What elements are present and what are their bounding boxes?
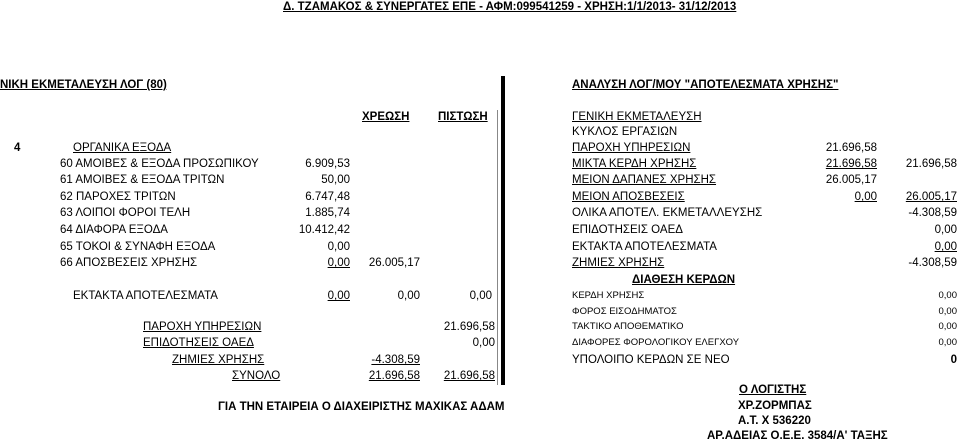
analysis-row-a: 21.696,58 [825,158,877,170]
group-label: ΟΡΓΑΝΙΚΑ ΕΞΟΔΑ [73,142,172,154]
summary-credit: 0,00 [472,337,495,349]
extraordinary-value: 0,00 [327,290,350,302]
left-section-title: ΝΙΚΗ ΕΚΜΕΤΑΛΕΥΣΗ ΛΟΓ (80) [0,79,167,91]
distribution-row-value: 0,00 [938,337,957,348]
summary-credit: 21.696,58 [443,370,495,382]
distribution-row-label: ΥΠΟΛΟΙΠΟ ΚΕΡΔΩΝ ΣΕ ΝΕΟ [572,354,730,366]
analysis-row-label: ΕΠΙΔΟΤΗΣΕΙΣ ΟΑΕΔ [572,224,683,236]
analysis-row-b: -4.308,59 [908,207,957,219]
expense-row-label: 62 ΠΑΡΟΧΕΣ ΤΡΙΤΩΝ [60,191,176,203]
analysis-row-b: 21.696,58 [905,158,957,170]
expense-row-amount: 1.885,74 [305,207,350,219]
distribution-row-label: ΔΙΑΦΟΡΕΣ ΦΟΡΟΛΟΓΙΚΟΥ ΕΛΕΓΧΟΥ [572,337,740,348]
summary-debit: 21.696,58 [368,370,420,382]
distribution-row-label: ΚΕΡΔΗ ΧΡΗΣΗΣ [572,290,645,301]
summary-label: ΣΥΝΟΛΟ [232,370,281,382]
analysis-row-label: ΟΛΙΚΑ ΑΠΟΤΕΛ. ΕΚΜΕΤΑΛΛΕΥΣΗΣ [572,207,763,219]
distribution-row-value: 0,00 [938,306,957,317]
extraordinary-label: ΕΚΤΑΚΤΑ ΑΠΟΤΕΛΕΣΜΑΤΑ [73,290,218,302]
expense-row-amount: 10.412,42 [298,224,350,236]
distribution-row-value: 0 [950,354,957,366]
signature-line: ΓΙΑ ΤΗΝ ΕΤΑΙΡΕΙΑ Ο ΔΙΑΧΕΙΡΙΣΤΗΣ ΜΑΧΙΚΑΣ ΑΔΑΜ [218,401,505,413]
center-divider-thin [497,110,498,385]
summary-label: ΖΗΜΙΕΣ ΧΡΗΣΗΣ [172,354,265,366]
extraordinary-value: 0,00 [397,290,420,302]
accountant-title: Ο ΛΟΓΙΣΤΗΣ [739,384,807,396]
accountant-id: Α.Τ. Χ 536220 [738,415,811,427]
expense-row-amount: 6.909,53 [305,158,350,170]
expense-row-label: 61 ΑΜΟΙΒΕΣ & ΕΞΟΔΑ ΤΡΙΤΩΝ [60,174,225,186]
summary-debit: -4.308,59 [371,354,420,366]
expense-row-label: 64 ΔΙΑΦΟΡΑ ΕΞΟΔΑ [60,224,168,236]
expense-row-label: 60 ΑΜΟΙΒΕΣ & ΕΞΟΔΑ ΠΡΟΣΩΠΙΚΟΥ [60,158,259,170]
analysis-row-a: 0,00 [854,191,877,203]
right-section-title: ΑΝΑΛΥΣΗ ΛΟΓ/ΜΟΥ "ΑΠΟΤΕΛΕΣΜΑΤΑ ΧΡΗΣΗΣ" [572,79,839,91]
right-subheading: ΚΥΚΛΟΣ ΕΡΓΑΣΙΩΝ [572,126,678,138]
group-code: 4 [14,142,21,154]
expense-row-amount: 50,00 [321,174,350,186]
right-heading: ΓΕΝΙΚΗ ΕΚΜΕΤΑΛΕΥΣΗ [572,111,702,123]
credit-column-header: ΠΙΣΤΩΣΗ [438,111,488,123]
accountant-name: ΧΡ.ΖΟΡΜΠΑΣ [738,400,812,412]
expense-row-amount: 0,00 [327,241,350,253]
distribution-title: ΔΙΑΘΕΣΗ ΚΕΡΔΩΝ [632,274,736,286]
page-title: Δ. ΤΖΑΜΑΚΟΣ & ΣΥΝΕΡΓΑΤΕΣ ΕΠΕ - ΑΦΜ:099541259 - ΧΡΗΣΗ:1/1/2013- 31/12/2013 [283,1,737,13]
analysis-row-a: 26.005,17 [825,174,877,186]
distribution-row-value: 0,00 [938,321,957,332]
debit-column-header: ΧΡΕΩΣΗ [362,111,410,123]
analysis-row-b: 0,00 [934,241,957,253]
summary-label: ΕΠΙΔΟΤΗΣΕΙΣ ΟΑΕΔ [143,337,254,349]
expense-row-amount: 6.747,48 [305,191,350,203]
expense-row-label: 65 ΤΟΚΟΙ & ΣΥΝΑΦΗ ΕΞΟΔΑ [60,241,216,253]
analysis-row-label: ΖΗΜΙΕΣ ΧΡΗΣΗΣ [572,257,665,269]
analysis-row-label: ΕΚΤΑΚΤΑ ΑΠΟΤΕΛΕΣΜΑΤΑ [572,241,717,253]
center-divider [501,76,505,385]
analysis-row-label: ΜΙΚΤΑ ΚΕΡΔΗ ΧΡΗΣΗΣ [572,158,697,170]
distribution-row-label: ΦΟΡΟΣ ΕΙΣΟΔΗΜΑΤΟΣ [572,306,677,317]
summary-credit: 21.696,58 [443,321,495,333]
expense-row-label: 63 ΛΟΙΠΟΙ ΦΟΡΟΙ ΤΕΛΗ [60,207,191,219]
analysis-row-label: ΠΑΡΟΧΗ ΥΠΗΡΕΣΙΩΝ [572,142,691,154]
expense-row-label: 66 ΑΠΟΣΒΕΣΕΙΣ ΧΡΗΣΗΣ [60,257,198,269]
expenses-total: 26.005,17 [368,257,420,269]
expense-row-amount: 0,00 [327,257,350,269]
analysis-row-label: ΜΕΙΟΝ ΑΠΟΣΒΕΣΕΙΣ [572,191,685,203]
analysis-row-b: -4.308,59 [908,257,957,269]
analysis-row-b: 0,00 [934,224,957,236]
extraordinary-value: 0,00 [469,290,492,302]
accountant-license: ΑΡ.ΑΔΕΙΑΣ Ο.Ε.Ε. 3584/Α' ΤΑΞΗΣ [707,430,888,442]
distribution-row-value: 0,00 [938,290,957,301]
analysis-row-b: 26.005,17 [905,191,957,203]
analysis-row-a: 21.696,58 [825,142,877,154]
distribution-row-label: ΤΑΚΤΙΚΟ ΑΠΟΘΕΜΑΤΙΚΟ [572,321,684,332]
analysis-row-label: ΜΕΙΟΝ ΔΑΠΑΝΕΣ ΧΡΗΣΗΣ [572,174,717,186]
summary-label: ΠΑΡΟΧΗ ΥΠΗΡΕΣΙΩΝ [143,321,262,333]
